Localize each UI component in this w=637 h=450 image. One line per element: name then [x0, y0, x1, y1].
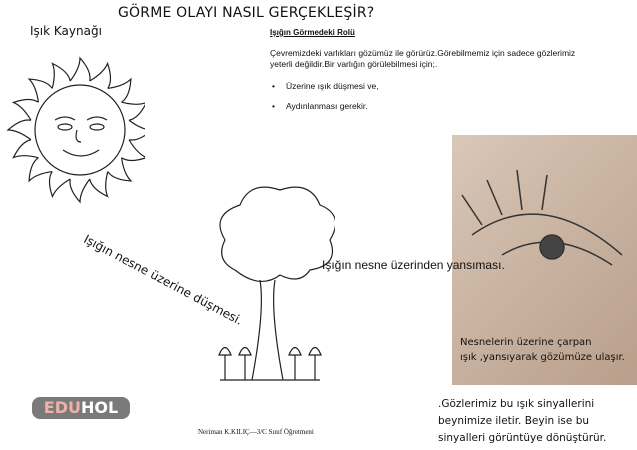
role-heading: Işığın Görmedeki Rolü — [270, 28, 355, 37]
brain-text: .Gözlerimiz bu ışık sinyallerini beynimize iletir. Beyin ise bu sinyalleri görüntüye dönüştürür. — [438, 398, 607, 444]
bullet-item: • Üzerine ışık düşmesi ve, — [272, 81, 379, 91]
page-title: GÖRME OLAYI NASIL GERÇEKLEŞİR? — [118, 5, 375, 21]
tree-illustration — [205, 180, 335, 390]
light-source-label: Işık Kaynağı — [30, 24, 102, 38]
sun-illustration — [5, 35, 145, 215]
bullet-item: • Aydınlanması gerekir. — [272, 101, 368, 111]
eduhol-logo: EDUHOL — [32, 397, 130, 419]
photo-caption: Nesnelerin üzerine çarpan — [460, 337, 592, 348]
role-paragraph: Çevremizdeki varlıkları gözümüz ile görürüz.Görebilmemiz için sadece gözlerimiz yeterli değildir.Bir varlığın görülebilmesi için;. — [270, 48, 576, 69]
light-falls-label: Işığın nesne üzerine düşmesi. — [81, 232, 246, 328]
light-reflects-label: Işığın nesne üzerinden yansıması. — [322, 258, 505, 272]
author-credit: Neriman K.KILIÇ—3/C Sınıf Öğretmeni — [198, 428, 314, 436]
photo-caption: ışık ,yansıyarak gözümüze ulaşır. — [460, 352, 625, 363]
